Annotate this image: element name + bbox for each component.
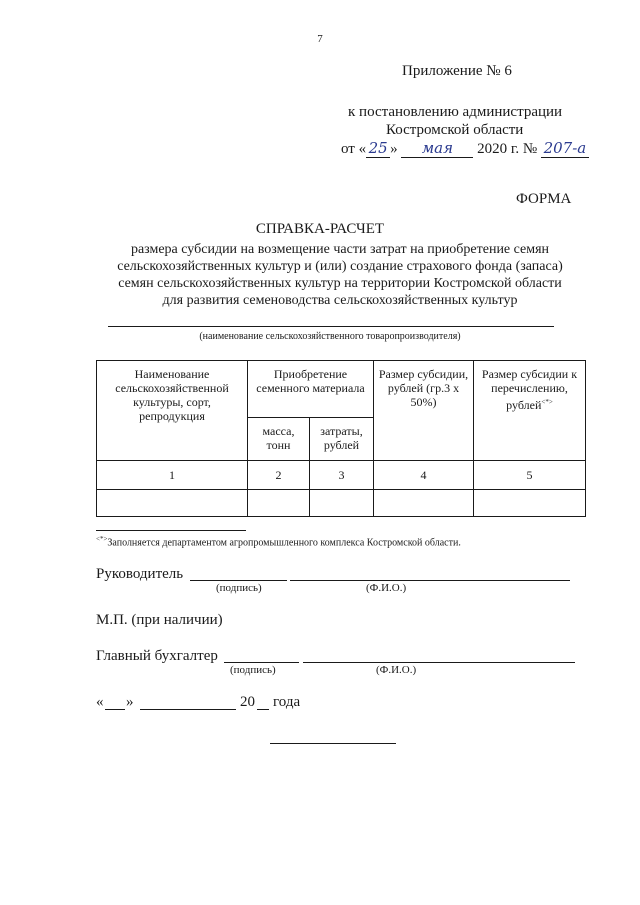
document-number: 207-а bbox=[541, 139, 589, 158]
stamp-label: М.П. (при наличии) bbox=[96, 612, 223, 628]
document-title: СПРАВКА-РАСЧЕТ bbox=[255, 221, 385, 237]
accountant-signature-caption: (подпись) bbox=[230, 664, 276, 676]
accountant-signature-line bbox=[224, 662, 299, 663]
appendix-label: Приложение № 6 bbox=[402, 63, 512, 79]
header-subsidy-transfer-label: Размер субсидии к перечислению, рублей bbox=[481, 367, 578, 412]
header-subsidy-transfer bbox=[474, 361, 586, 461]
head-name-caption: (Ф.И.О.) bbox=[366, 582, 407, 594]
resolution-line: к постановлению администрации bbox=[348, 104, 563, 120]
empty-cell bbox=[310, 490, 374, 517]
header-crop-name: Наименование сельскохозяйственной культуры, сорт, репродукция bbox=[97, 361, 248, 461]
header-costs: затраты, рублей bbox=[310, 418, 374, 461]
accountant-label: Главный бухгалтер bbox=[96, 648, 218, 664]
accountant-name-line bbox=[303, 662, 575, 663]
sign-date-open: « bbox=[96, 694, 104, 710]
sign-year-suffix: года bbox=[273, 694, 301, 710]
date-year: 2020 г. № bbox=[477, 141, 538, 157]
subtitle-line: семян сельскохозяйственных культур на территории Костромской области bbox=[118, 276, 562, 291]
head-label: Руководитель bbox=[96, 566, 184, 582]
sign-date-close: » bbox=[126, 694, 134, 710]
header-subsidy-size: Размер субсидии, рублей (гр.3 х 50%) bbox=[374, 361, 474, 461]
resolution-date-line bbox=[341, 139, 589, 158]
document-subtitle bbox=[60, 241, 620, 309]
header-seed-purchase: Приобретение семенного материала bbox=[248, 361, 374, 418]
empty-cell bbox=[374, 490, 474, 517]
subtitle-line: размера субсидии на возмещение части затрат на приобретение семян bbox=[130, 242, 550, 257]
head-signature-line bbox=[190, 580, 287, 581]
date-month: мая bbox=[401, 139, 473, 158]
subtitle-line: для развития семеноводства сельскохозяйственных культур bbox=[162, 293, 518, 308]
date-day: 25 bbox=[366, 139, 390, 158]
header-mass: масса, тонн bbox=[248, 418, 310, 461]
region-line: Костромской области bbox=[386, 122, 524, 138]
accountant-name-caption: (Ф.И.О.) bbox=[376, 664, 417, 676]
sign-year-line bbox=[257, 709, 269, 710]
closing-line bbox=[270, 743, 396, 744]
head-name-line bbox=[290, 580, 570, 581]
subtitle-line: сельскохозяйственных культур и (или) создание страхового фонда (запаса) bbox=[117, 259, 563, 274]
column-number: 3 bbox=[310, 461, 374, 490]
column-number: 1 bbox=[97, 461, 248, 490]
empty-cell bbox=[97, 490, 248, 517]
sign-year-prefix: 20 bbox=[240, 694, 255, 710]
page-number: 7 bbox=[317, 33, 323, 45]
footnote bbox=[96, 535, 461, 548]
sign-day-line bbox=[105, 709, 125, 710]
footnote-text: Заполняется департаментом агропромышленного комплекса Костромской области. bbox=[107, 537, 461, 549]
column-number: 5 bbox=[474, 461, 586, 490]
empty-cell bbox=[474, 490, 586, 517]
column-number: 2 bbox=[248, 461, 310, 490]
form-label: ФОРМА bbox=[516, 191, 572, 207]
head-signature-caption: (подпись) bbox=[216, 582, 262, 594]
column-number: 4 bbox=[374, 461, 474, 490]
producer-caption: (наименование сельскохозяйственного товаропроизводителя) bbox=[199, 331, 461, 342]
producer-name-line bbox=[108, 326, 554, 327]
date-prefix: от « bbox=[341, 141, 367, 157]
empty-cell bbox=[248, 490, 310, 517]
calculation-table bbox=[96, 360, 586, 517]
footnote-ref: <*> bbox=[541, 398, 553, 406]
footnote-separator bbox=[96, 530, 246, 531]
sign-month-line bbox=[140, 709, 236, 710]
footnote-mark: <*> bbox=[96, 535, 108, 543]
date-mid: » bbox=[390, 141, 398, 157]
